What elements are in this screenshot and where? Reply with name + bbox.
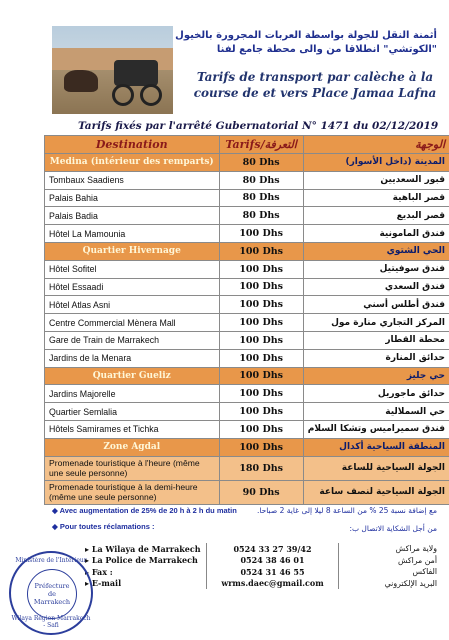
subtitle: Tarifs fixés par l'arrêté Gubernatorial N° 1471 du 02/12/2019 (78, 120, 439, 132)
destination-cell: Hôtels Samirames et Tichka (45, 420, 220, 438)
table-row (45, 403, 449, 421)
bullet-icon: ▸ (85, 555, 92, 566)
section-row (45, 438, 449, 456)
title-line2: course de et vers Place Jamaa Lafna (193, 86, 437, 100)
arabic-destination-cell: الحي الشتوي (303, 242, 449, 260)
contact-label (82, 555, 207, 567)
section-row (45, 154, 449, 172)
price-cell: 100 Dhs (219, 331, 303, 349)
stamp-ring-bottom: Wilaya Région Marrakech - Safi (11, 615, 91, 629)
section-row (45, 367, 449, 385)
destination-cell: Hôtel La Mamounia (45, 225, 220, 243)
arabic-title-line2: "الكوتشي" انطلاقا من والى محطة جامع لفنا (216, 44, 437, 55)
table-row (45, 349, 449, 367)
table-row (45, 225, 449, 243)
arabic-destination-cell: حي السملالية (303, 403, 449, 421)
contact-label-ar: ولاية مراكش (395, 544, 437, 554)
wheel-icon (140, 84, 162, 106)
price-cell: 100 Dhs (219, 260, 303, 278)
section-row (45, 242, 449, 260)
price-cell: 180 Dhs (219, 456, 303, 480)
price-cell: 100 Dhs (219, 367, 303, 385)
price-cell: 100 Dhs (219, 225, 303, 243)
contact-label-text: La Police de Marrakech (91, 555, 198, 566)
arabic-destination-cell: الجولة السياحية للساعة (303, 456, 449, 480)
contact-row (82, 578, 440, 590)
destination-cell: Palais Badia (45, 207, 220, 225)
destination-cell: Hôtel Essaadi (45, 278, 220, 296)
arabic-destination-cell: المركز التجاري منارة مول (303, 314, 449, 332)
price-cell: 80 Dhs (219, 207, 303, 225)
prefecture-stamp (9, 551, 93, 635)
destination-cell: Hôtel Atlas Asni (45, 296, 220, 314)
price-cell: 100 Dhs (219, 314, 303, 332)
price-cell: 100 Dhs (219, 278, 303, 296)
note-reclamations-text: Pour toutes réclamations : (59, 522, 155, 531)
contact-row (82, 555, 440, 567)
price-cell: 100 Dhs (219, 242, 303, 260)
arabic-destination-cell: قصر الباهية (303, 189, 449, 207)
destination-cell: Zone Agdal (45, 438, 220, 456)
contact-label-text: E-mail (91, 578, 122, 589)
table-row (45, 207, 449, 225)
table-row (45, 189, 449, 207)
arabic-destination-cell: حي جليز (303, 367, 449, 385)
contact-label-text: Fax : (91, 566, 113, 577)
contact-row (82, 566, 440, 578)
destination-cell: Centre Commercial Mènera Mall (45, 314, 220, 332)
contact-phone: 0524 38 46 01 (207, 555, 339, 567)
price-cell: 80 Dhs (219, 189, 303, 207)
arabic-destination-cell: قصر البديع (303, 207, 449, 225)
caleche-photo (52, 26, 173, 114)
table-row (45, 260, 449, 278)
arabic-destination-cell: فندق سوفيتيل (303, 260, 449, 278)
contact-email[interactable]: wrms.daec@gmail.com (207, 578, 339, 590)
arabic-destination-cell: فندق سميراميس وتشكا السلام (303, 420, 449, 438)
bullet-icon: ▸ (85, 543, 92, 554)
arabic-destination-cell: فندق المامونية (303, 225, 449, 243)
table-row (45, 420, 449, 438)
note-surcharge: ◆ Avec augmentation de 25% de 20 h à 2 h du matin (52, 506, 237, 515)
horse-shape (64, 70, 98, 92)
arabic-destination-cell: قبور السعديين (303, 171, 449, 189)
contact-label-ar: أمن مراكش (397, 555, 437, 565)
destination-cell: Quartier Hivernage (45, 242, 220, 260)
header-tarifs: Tarifs/التعرفة (219, 136, 303, 154)
arabic-destination-cell: المدينة (داخل الأسوار) (303, 154, 449, 172)
note-surcharge-ar: مع إضافة نسبة 25 % من الساعة 8 ليلا إلى غاية 2 صباحا. (256, 506, 437, 515)
destination-cell: Jardins Majorelle (45, 385, 220, 403)
arabic-destination-cell: حدائق ماجوريل (303, 385, 449, 403)
table-row (45, 296, 449, 314)
stamp-line2: de (47, 590, 56, 598)
price-cell: 100 Dhs (219, 438, 303, 456)
contact-label-ar: الفاكس (412, 567, 437, 577)
carriage-shape (114, 60, 158, 86)
wheel-icon (112, 84, 134, 106)
contact-label (82, 578, 207, 590)
table-row (45, 456, 449, 480)
contact-label (82, 543, 207, 555)
table-row (45, 331, 449, 349)
stamp-line3: Marrakech (33, 598, 71, 606)
note-surcharge-text: Avec augmentation de 25% de 20 h à 2 h du matin (59, 506, 237, 515)
header-destination: Destination (45, 136, 220, 154)
price-cell: 100 Dhs (219, 296, 303, 314)
contact-label (82, 566, 207, 578)
destination-cell: Jardins de la Menara (45, 349, 220, 367)
price-cell: 90 Dhs (219, 480, 303, 504)
bullet-icon: ▸ (85, 578, 92, 589)
contact-label-text: La Wilaya de Marrakech (91, 543, 201, 554)
destination-cell: Tombaux Saadiens (45, 171, 220, 189)
price-cell: 100 Dhs (219, 349, 303, 367)
price-cell: 80 Dhs (219, 154, 303, 172)
arabic-destination-cell: حدائق المنارة (303, 349, 449, 367)
tariff-table (44, 135, 449, 505)
contacts-table (82, 543, 440, 589)
table-row (45, 314, 449, 332)
arabic-destination-cell: فندق أطلس أسني (303, 296, 449, 314)
destination-cell: Promenade touristique à l'heure (même une seule personne) (45, 456, 220, 480)
destination-cell: Palais Bahia (45, 189, 220, 207)
contact-row (82, 543, 440, 555)
price-cell: 80 Dhs (219, 171, 303, 189)
stamp-center (27, 569, 77, 619)
contact-label-ar: البريد الإلكتروني (384, 578, 437, 588)
header-wijha: الوجهة (303, 136, 449, 154)
arabic-destination-cell: محطة القطار (303, 331, 449, 349)
arabic-destination-cell: المنطقة السياحية أكدال (303, 438, 449, 456)
price-cell: 100 Dhs (219, 420, 303, 438)
destination-cell: Hôtel Sofitel (45, 260, 220, 278)
stamp-line1: Préfecture (34, 582, 70, 590)
destination-cell: Medina (intérieur des remparts) (45, 154, 220, 172)
bullet-icon: ▸ (85, 566, 92, 577)
table-row (45, 385, 449, 403)
table-header-row (45, 136, 449, 154)
contact-phone: 0524 33 27 39/42 (207, 543, 339, 555)
price-cell: 100 Dhs (219, 403, 303, 421)
stamp-ring-top: Ministère de l'Intérieur (15, 557, 87, 564)
title-line1: Tarifs de transport par calèche à la (196, 70, 434, 84)
destination-cell: Quartier Semlalia (45, 403, 220, 421)
note-reclamations-ar: من أجل الشكاية الاتصال ب: (349, 524, 437, 533)
arabic-destination-cell: فندق السعدي (303, 278, 449, 296)
table-row (45, 278, 449, 296)
table-row (45, 171, 449, 189)
destination-cell: Promenade touristique à la demi-heure (même une seule personne) (45, 480, 220, 504)
arabic-title-line1: أثمنة النقل للجولة بواسطة العربات المجرورة بالخيول (175, 30, 437, 41)
table-row (45, 480, 449, 504)
contact-phone: 0524 31 46 55 (207, 566, 339, 578)
destination-cell: Gare de Train de Marrakech (45, 331, 220, 349)
destination-cell: Quartier Gueliz (45, 367, 220, 385)
price-cell: 100 Dhs (219, 385, 303, 403)
note-reclamations: ◆ Pour toutes réclamations : (52, 522, 155, 531)
arabic-destination-cell: الجولة السياحية لنصف ساعة (303, 480, 449, 504)
